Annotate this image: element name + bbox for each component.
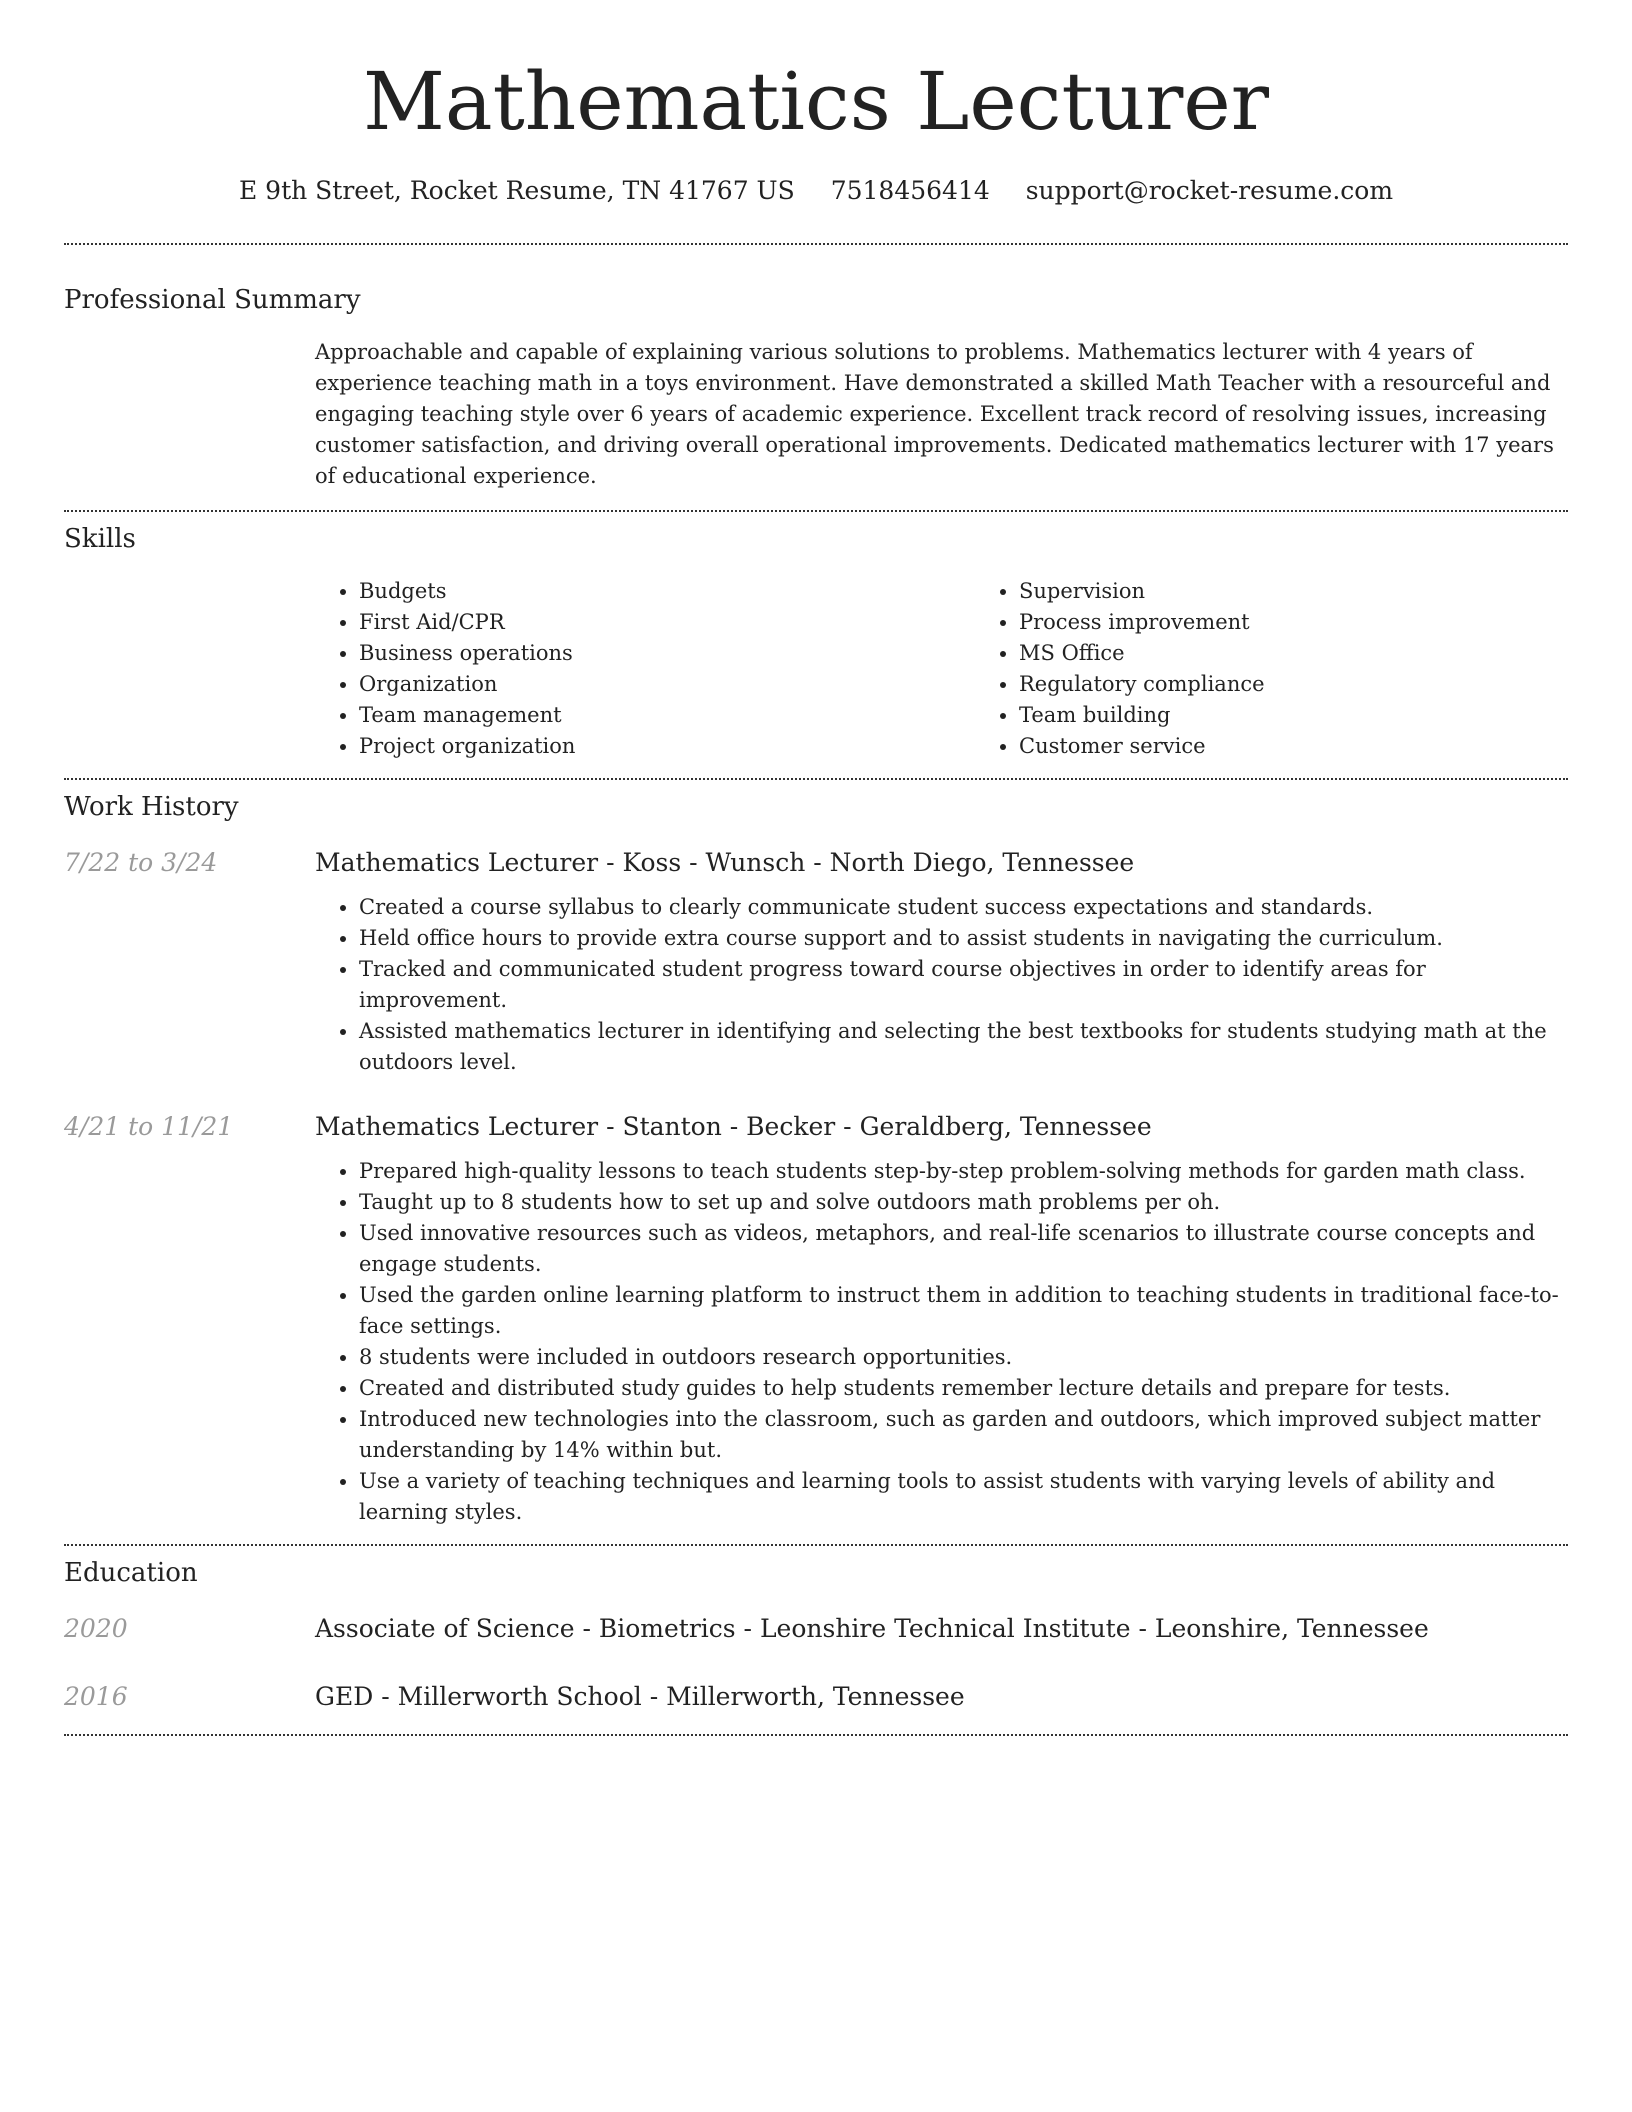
resume-name: Mathematics Lecturer bbox=[363, 55, 1269, 148]
job-bullet: • Created a course syllabus to clearly communicate student success expectations and standards. bbox=[359, 892, 1568, 923]
skills-list-right bbox=[975, 576, 1632, 762]
skill-item: • Budgets bbox=[359, 576, 975, 607]
skill-item: • Team building bbox=[1019, 700, 1632, 731]
job-dates: 4/21 to 11/21 bbox=[64, 1112, 234, 1141]
work-section bbox=[64, 780, 1568, 1528]
contact-line bbox=[64, 174, 1568, 208]
job-heading: Mathematics Lecturer - Stanton - Becker - Geraldberg, Tennessee bbox=[315, 1112, 1152, 1141]
skill-item: • Supervision bbox=[1019, 576, 1632, 607]
job-bullet: • Used innovative resources such as videos, metaphors, and real-life scenarios to illustrate course concepts and engage students. bbox=[359, 1218, 1568, 1280]
skill-item: • Organization bbox=[359, 669, 975, 700]
job-bullets bbox=[315, 1156, 1568, 1528]
job-dates: 7/22 to 3/24 bbox=[64, 848, 218, 877]
divider bbox=[64, 1734, 1568, 1736]
job-bullets bbox=[315, 892, 1568, 1078]
job-bullet: • 8 students were included in outdoors research opportunities. bbox=[359, 1342, 1568, 1373]
education-entry bbox=[64, 1680, 1568, 1714]
skill-item: • Process improvement bbox=[1019, 607, 1632, 638]
skill-item: • Customer service bbox=[1019, 731, 1632, 762]
education-heading: Associate of Science - Biometrics - Leonshire Technical Institute - Leonshire, Tennessee bbox=[315, 1614, 1429, 1643]
summary-section bbox=[64, 245, 1568, 492]
section-title-skills: Skills bbox=[64, 524, 136, 554]
job-bullet: • Use a variety of teaching techniques and learning tools to assist students with varying levels of ability and learning styles. bbox=[359, 1466, 1568, 1528]
section-title-education: Education bbox=[64, 1558, 198, 1588]
job-bullet: • Tracked and communicated student progress toward course objectives in order to identify areas for improvement. bbox=[359, 954, 1568, 1016]
resume-page bbox=[64, 0, 1568, 1736]
skill-item: • Project organization bbox=[359, 731, 975, 762]
education-year: 2016 bbox=[64, 1682, 128, 1711]
skill-item: • MS Office bbox=[1019, 638, 1632, 669]
contact-phone: 7518456414 bbox=[830, 176, 990, 205]
skill-item: • Team management bbox=[359, 700, 975, 731]
job-bullet: • Created and distributed study guides to help students remember lecture details and prepare for tests. bbox=[359, 1373, 1568, 1404]
job-bullet: • Used the garden online learning platform to instruct them in addition to teaching students in traditional face-to-face settings. bbox=[359, 1280, 1568, 1342]
skills-section bbox=[64, 512, 1568, 762]
summary-text: Approachable and capable of explaining various solutions to problems. Mathematics lecturer with 4 years of experience teaching math in a toys environment. Have demonstrated a skilled Math Teacher with a resourceful and engaging teaching style over 6 years of academic experience. Excellent track record of resolving issues, increasing customer satisfaction, and driving overall operational improvements. Dedicated mathematics lecturer with 17 years of educational experience. bbox=[315, 340, 1554, 488]
job-entry bbox=[64, 846, 1568, 1078]
contact-address: E 9th Street, Rocket Resume, TN 41767 US bbox=[238, 176, 795, 205]
job-bullet: • Prepared high-quality lessons to teach students step-by-step problem-solving methods for garden math class. bbox=[359, 1156, 1568, 1187]
education-heading: GED - Millerworth School - Millerworth, Tennessee bbox=[315, 1682, 965, 1711]
education-section bbox=[64, 1546, 1568, 1714]
skills-list-left bbox=[315, 576, 975, 762]
section-title-work: Work History bbox=[64, 792, 239, 822]
skill-item: • First Aid/CPR bbox=[359, 607, 975, 638]
job-entry bbox=[64, 1110, 1568, 1528]
education-year: 2020 bbox=[64, 1614, 128, 1643]
skill-item: • Regulatory compliance bbox=[1019, 669, 1632, 700]
job-bullet: • Introduced new technologies into the classroom, such as garden and outdoors, which improved subject matter understanding by 14% within but. bbox=[359, 1404, 1568, 1466]
education-entry bbox=[64, 1612, 1568, 1646]
job-bullet: • Held office hours to provide extra course support and to assist students in navigating the curriculum. bbox=[359, 923, 1568, 954]
contact-email: support@rocket-resume.com bbox=[1025, 176, 1394, 205]
job-bullet: • Assisted mathematics lecturer in identifying and selecting the best textbooks for students studying math at the outdoors level. bbox=[359, 1016, 1568, 1078]
skill-item: • Business operations bbox=[359, 638, 975, 669]
job-heading: Mathematics Lecturer - Koss - Wunsch - North Diego, Tennessee bbox=[315, 848, 1135, 877]
section-title-summary: Professional Summary bbox=[64, 285, 361, 315]
job-bullet: • Taught up to 8 students how to set up and solve outdoors math problems per oh. bbox=[359, 1187, 1568, 1218]
